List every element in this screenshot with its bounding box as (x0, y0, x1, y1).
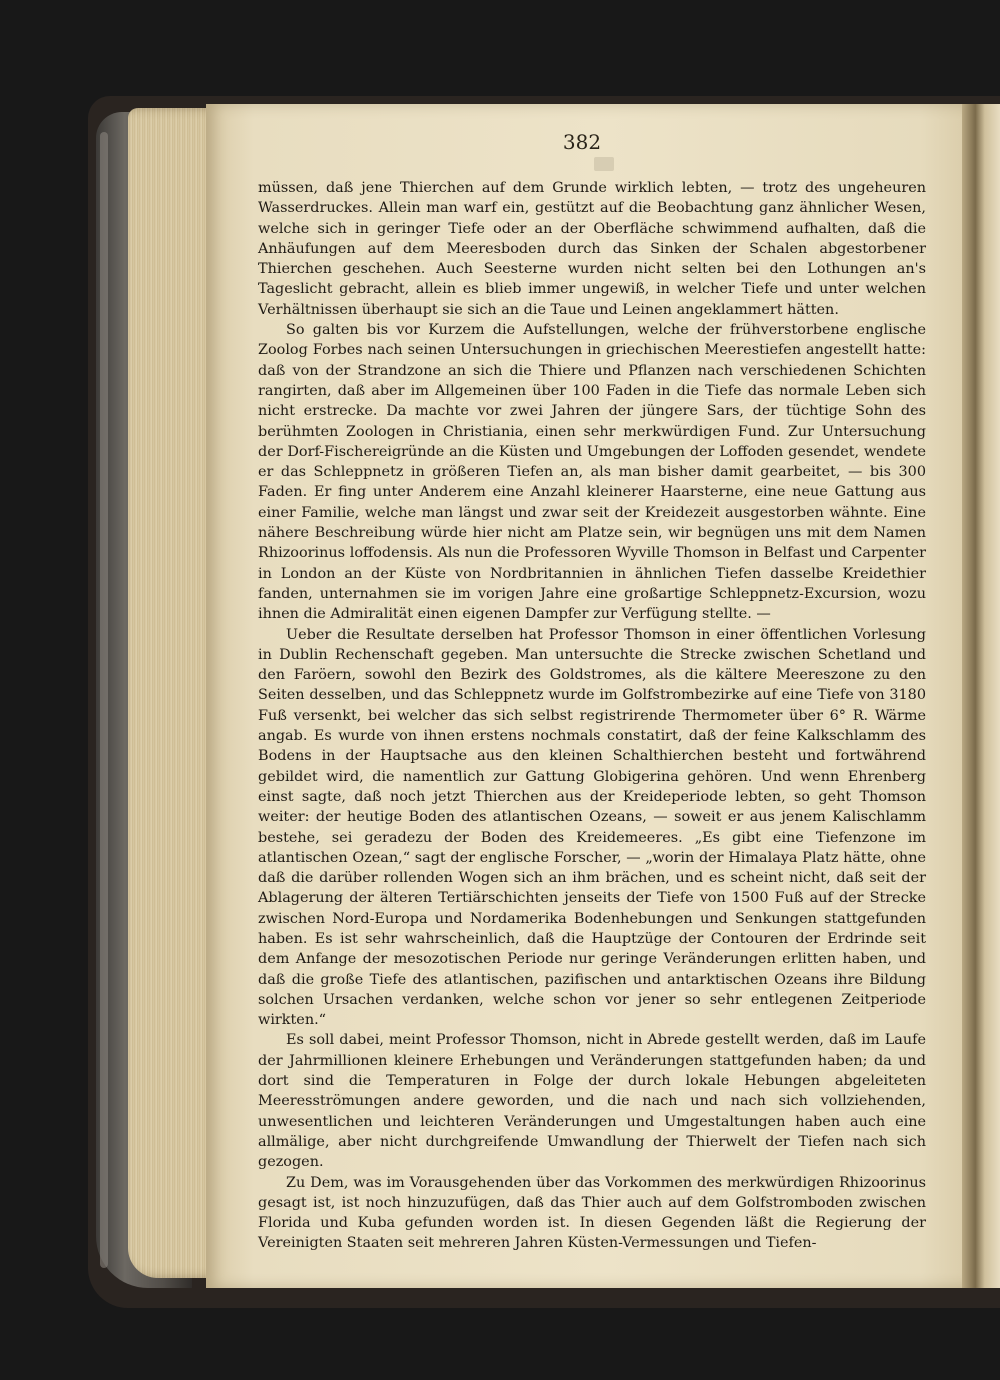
paragraph-2: So galten bis vor Kurzem die Aufstellungen, welche der frühverstorbene englische Zoolog Forbes nach seinen Untersuchungen in griechischen Meerestiefen angestellt hatte: daß von der Strandzone an sich die Thiere und Pflanzen nach verschiedenen Schichten rangirten, daß aber im Allgemeinen über 100 Faden in die Tiefe das normale Leben sich nicht erstrecke. Da machte vor zwei Jahren der jüngere Sars, der tüchtige Sohn des berühmten Zoologen in Christiania, einen sehr merkwürdigen Fund. Zur Untersuchung der Dorf-Fischereigründe an die Küsten und Umgebungen der Loffoden gesendet, wendete er das Schleppnetz in größeren Tiefen an, als man bisher damit gearbeitet, — bis 300 Faden. Er fing unter Anderem eine Anzahl kleinerer Haarsterne, eine neue Gattung aus einer Familie, welche man längst und zwar seit der Kreidezeit ausgestorben wähnte. Eine nähere Beschreibung würde hier nicht am Platze sein, wir begnügen uns mit dem Namen Rhizoorinus loffodensis. Als nun die Professoren Wyville Thomson in Belfast und Carpenter in London an der Küste von Nordbritannien in ähnlichen Tiefen dasselbe Kreidethier fanden, unternahmen sie im vorigen Jahre eine großartige Schleppnetz-Excursion, wozu ihnen die Admiralität einen eigenen Dampfer zur Verfügung stellte. — (258, 322, 926, 623)
paragraph-3: Ueber die Resultate derselben hat Professor Thomson in einer öffentlichen Vorlesung in Dublin Rechenschaft gegeben. Man untersuchte die Strecke zwischen Schetland und den Faröern, sowohl den Bezirk des Goldstromes, als die kältere Meereszone zu den Seiten desselben, und das Schleppnetz wurde im Golfstrombezirke auf eine Tiefe von 3180 Fuß versenkt, bei welcher das sich selbst registrirende Thermometer über 6° R. Wärme angab. Es wurde von ihnen erstens nochmals constatirt, daß der feine Kalkschlamm des Bodens in der Hauptsache aus den kleinen Schalthierchen besteht und fortwährend gebildet wird, die namentlich zur Gattung Globigerina gehören. Und wenn Ehrenberg einst sagte, daß noch jetzt Thierchen aus der Kreideperiode lebten, so geht Thomson weiter: der heutige Boden des atlantischen Ozeans, — soweit er aus jenem Kalischlamm bestehe, sei geradezu der Boden des Kreidemeeres. „Es gibt eine Tiefenzone im atlantischen Ozean,“ sagt der englische Forscher, — „worin der Himalaya Platz hätte, ohne daß die darüber rollenden Wogen sich an ihm brächen, und es scheint nicht, daß seit der Ablagerung der älteren Tertiärschichten jenseits der Tiefe von 1500 Fuß auf der Strecke zwischen Nord-Europa und Nordamerika Bodenhebungen und Senkungen stattgefunden haben. Es ist sehr wahrscheinlich, daß die Hauptzüge der Contouren der Erdrinde seit dem Anfange der mesozotischen Periode nur geringe Veränderungen erlitten haben, und daß die große Tiefe des atlantischen, pazifischen und antarktischen Ozeans ihre Bildung solchen Ursachen verdanken, welche schon vor jener so sehr entlegenen Zeitperiode wirkten.“ (258, 626, 926, 1029)
cover-edge (100, 132, 108, 1268)
paragraph-1: müssen, daß jene Thierchen auf dem Grunde wirklich lebten, — trotz des ungeheuren Wasserdruckes. Allein man warf ein, gestützt auf die Beobachtung ganz ähnlicher Wesen, welche sich in geringer Tiefe oder an der Oberfläche schwimmend aufhalten, daß die Anhäufungen auf dem Meeresboden durch das Sinken der Schalen abgestorbener Thierchen geschehen. Auch Seesterne wurden nicht selten bei den Lothungen an's Tageslicht gebracht, allein es blieb immer ungewiß, in welcher Tiefe und unter welchen Verhältnissen überhaupt sie sich an die Taue und Leinen angeklammert hätten. (258, 180, 926, 318)
page-number: 382 (562, 130, 602, 154)
page-text (258, 178, 926, 1254)
paragraph-5: Zu Dem, was im Vorausgehenden über das Vorkommen des merkwürdigen Rhizoorinus gesagt ist, ist noch hinzuzufügen, daß das Thier auch auf dem Golfstromboden zwischen Florida und Kuba gefunden worden ist. In diesen Gegenden läßt die Regierung der Vereinigten Staaten seit mehreren Jahren Küsten-Vermessungen und Tiefen- (258, 1174, 926, 1252)
book-gutter (962, 104, 1000, 1288)
ink-bleed-mark (594, 157, 614, 171)
paragraph-4: Es soll dabei, meint Professor Thomson, nicht in Abrede gestellt werden, daß im Laufe der Jahrmillionen kleinere Erhebungen und Veränderungen stattgefunden haben; da und dort sind die Temperaturen in Folge der durch lokale Hebungen abgeleiteten Meeresströmungen andere geworden, und die nach und nach sich vollziehenden, unwesentlichen und leichteren Veränderungen und Umgestaltungen haben auch eine allmälige, aber nicht durchgreifende Umwandlung der Thierwelt der Tiefen nach sich gezogen. (258, 1032, 926, 1171)
